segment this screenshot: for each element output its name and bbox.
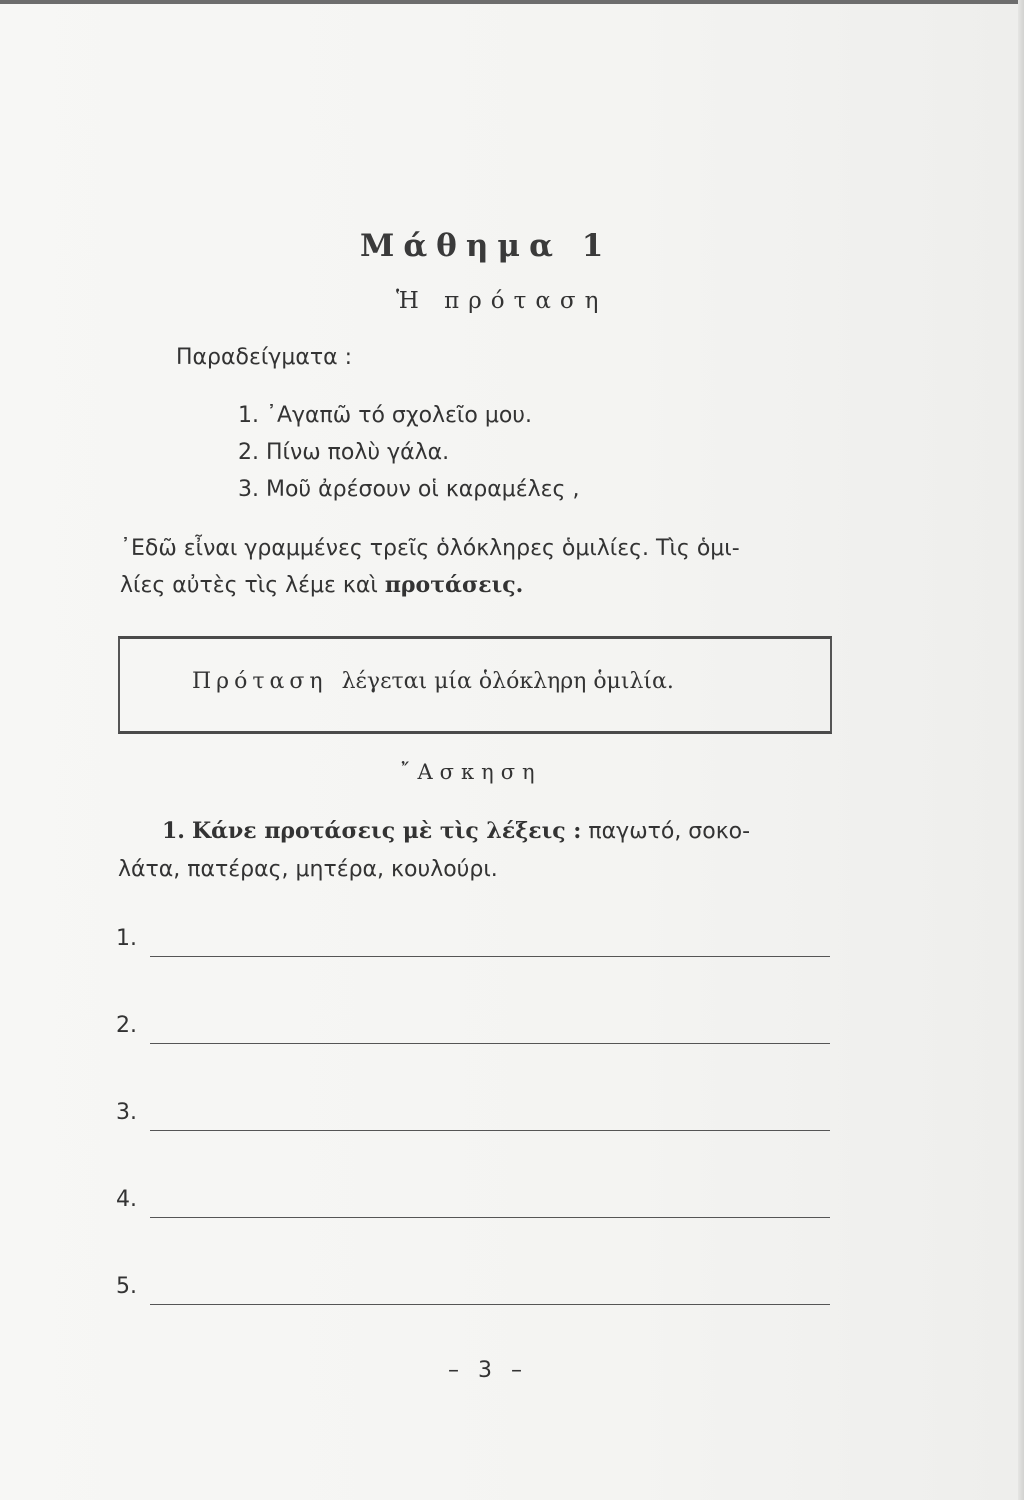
answer-line[interactable] [150,956,830,957]
definition-body: λέγεται μία ὁλόκληρη ὁμιλία. [341,669,674,694]
answer-line[interactable] [150,1304,830,1305]
answer-row[interactable] [116,1181,836,1268]
answer-line[interactable] [150,1043,830,1044]
explanation-paragraph [120,530,840,604]
task-words: παγωτό, σοκο- [588,819,751,844]
task-number: 1. [162,818,185,844]
examples-heading: Παραδείγματα : [176,345,352,370]
example-item: 3. Μοῦ ἀρέσουν οἱ καραμέλες , [238,477,580,502]
explanation-line-1: ᾿Εδῶ εἶναι γραμμένες τρεῖς ὁλόκληρες ὁμιλίες. Τὶς ὁμι- [120,536,740,561]
example-item: 2. Πίνω πολὺ γάλα. [238,440,450,465]
scan-right-edge [1018,0,1024,1500]
explanation-line-2 [120,567,840,604]
definition-box [118,636,832,734]
answer-line[interactable] [150,1130,830,1131]
exercise-heading: ῎Ασκηση [400,760,542,784]
example-item: 1. ᾿Αγαπῶ τό σχολεῖο μου. [238,403,533,428]
answer-row[interactable] [116,1094,836,1181]
answer-lines [116,920,836,1355]
answer-number: 1. [116,926,137,951]
answer-row[interactable] [116,920,836,1007]
explanation-line-2-text: λίες αὐτὲς τὶς λέμε καὶ [120,573,385,598]
answer-line[interactable] [150,1217,830,1218]
lesson-subtitle: Ἡ πρόταση [396,288,608,314]
answer-number: 4. [116,1187,137,1212]
examples-list [238,397,579,508]
scan-top-edge [0,0,1024,4]
answer-row[interactable] [116,1268,836,1355]
page-number: – 3 – [448,1358,528,1383]
explanation-keyword: προτάσεις. [384,572,524,598]
exercise-task [118,812,838,889]
definition-term: Πρόταση [192,669,328,694]
definition-text [192,669,674,694]
answer-row[interactable] [116,1007,836,1094]
task-line-1 [118,812,838,851]
task-instruction: Κάνε προτάσεις μὲ τὶς λέξεις : [191,818,582,844]
answer-number: 5. [116,1274,137,1299]
answer-number: 2. [116,1013,137,1038]
answer-number: 3. [116,1100,137,1125]
task-line-2: λάτα, πατέρας, μητέρα, κουλούρι. [118,857,498,882]
lesson-title: Μάθημα 1 [360,228,613,264]
